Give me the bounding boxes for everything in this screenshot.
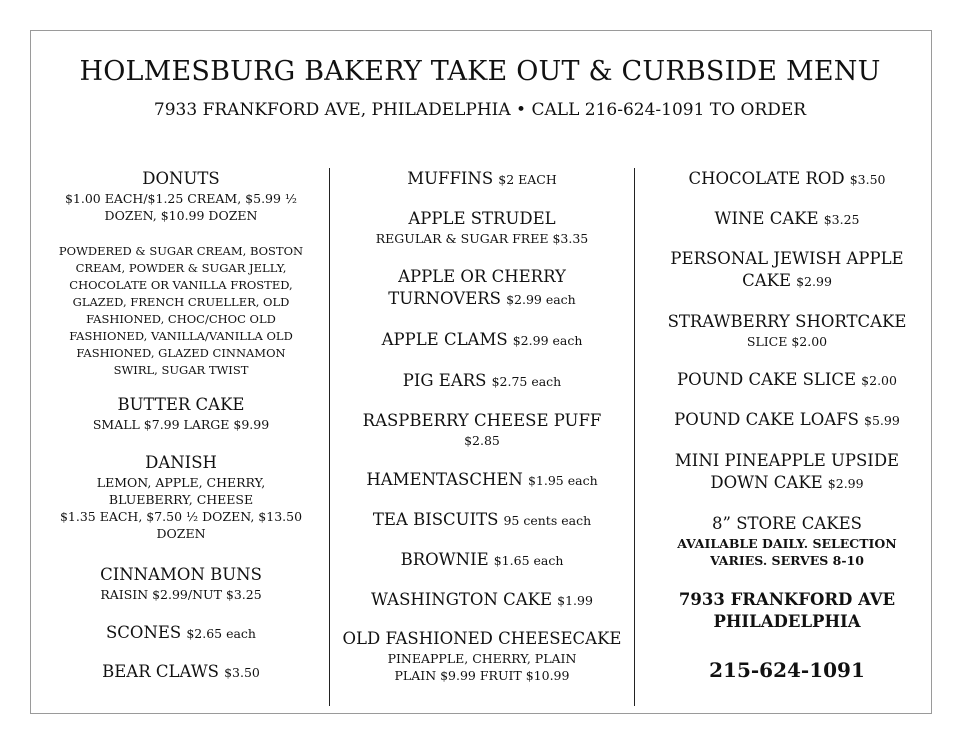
item-name: TURNOVERS: [388, 289, 501, 308]
column-divider-right: [634, 168, 635, 706]
item-price: PLAIN $9.99 FRUIT $10.99: [394, 668, 570, 683]
item-name: HAMENTASCHEN: [366, 470, 523, 489]
item-name: MINI PINEAPPLE UPSIDE: [674, 451, 900, 470]
item-price: $3.25: [823, 212, 860, 227]
menu-column-3: [642, 0, 932, 742]
item-name: CAKE: [742, 271, 792, 290]
item-name: PIG EARS: [402, 371, 487, 390]
item-name: DOWN CAKE: [710, 473, 823, 492]
item-price: $2.85: [464, 433, 500, 448]
item-name: BUTTER CAKE: [117, 395, 245, 414]
item-name: APPLE OR CHERRY: [398, 267, 566, 286]
donut-varieties: [40, 243, 322, 379]
item-price: $2.99: [796, 274, 832, 289]
item-cinnamon-buns: [40, 564, 322, 603]
menu-column-1: [40, 0, 322, 742]
item-price: SMALL $7.99 LARGE $9.99: [92, 417, 270, 432]
item-price: DOZEN, $10.99 DOZEN: [104, 208, 258, 223]
item-price: $2.99 each: [512, 333, 583, 348]
item-price: DOZEN: [156, 526, 206, 541]
item-jewish-apple-cake: [642, 248, 932, 292]
item-name: APPLE CLAMS: [381, 330, 508, 349]
item-cheesecake: [337, 628, 627, 684]
item-flavors: LEMON, APPLE, CHERRY,: [96, 475, 266, 490]
item-pineapple-upside-down-cake: [642, 450, 932, 494]
item-name: WINE CAKE: [714, 209, 819, 228]
item-name: DANISH: [145, 453, 217, 472]
item-price: 95 cents each: [503, 513, 592, 528]
variety-line: SWIRL, SUGAR TWIST: [113, 363, 249, 377]
item-price: $2.65 each: [186, 626, 256, 641]
item-note: AVAILABLE DAILY. SELECTION: [677, 536, 897, 551]
item-name: MUFFINS: [407, 169, 494, 188]
footer-street: 7933 FRANKFORD AVE: [678, 590, 896, 609]
variety-line: CREAM, POWDER & SUGAR JELLY,: [75, 261, 287, 275]
item-name: DONUTS: [142, 169, 220, 188]
item-name: POUND CAKE SLICE: [677, 370, 857, 389]
item-price: RAISIN $2.99/NUT $3.25: [100, 587, 262, 602]
column-divider-left: [329, 168, 330, 706]
footer-phone: 215-624-1091: [709, 658, 865, 682]
item-price: $3.50: [849, 172, 886, 187]
variety-line: FASHIONED, GLAZED CINNAMON: [76, 346, 286, 360]
item-name: PERSONAL JEWISH APPLE: [670, 249, 904, 268]
item-name: CINNAMON BUNS: [100, 565, 262, 584]
item-name: OLD FASHIONED CHEESECAKE: [342, 629, 622, 648]
footer-phone-block: [642, 657, 932, 683]
item-pound-cake-loafs: [642, 409, 932, 431]
item-name: WASHINGTON CAKE: [371, 590, 553, 609]
item-price: $2.99 each: [506, 292, 576, 307]
menu-title: HOLMESBURG BAKERY TAKE OUT & CURBSIDE MENU: [79, 56, 881, 87]
item-name: APPLE STRUDEL: [408, 209, 556, 228]
variety-line: GLAZED, FRENCH CRUELLER, OLD: [72, 295, 290, 309]
item-price: $1.65 each: [493, 553, 564, 568]
menu-column-2: [337, 0, 627, 742]
item-price: REGULAR & SUGAR FREE $3.35: [375, 231, 589, 246]
item-name: RASPBERRY CHEESE PUFF: [362, 411, 602, 430]
item-name: POUND CAKE LOAFS: [674, 410, 859, 429]
item-washington-cake: [337, 589, 627, 611]
item-name: BROWNIE: [400, 550, 489, 569]
item-name: TEA BISCUITS: [372, 510, 499, 529]
item-apple-clams: [337, 329, 627, 351]
item-name: SCONES: [105, 623, 182, 642]
item-pound-cake-slice: [642, 369, 932, 391]
item-butter-cake: [40, 394, 322, 433]
item-price: $2.99: [827, 476, 864, 491]
footer-address: [642, 589, 932, 633]
footer-city: PHILADELPHIA: [713, 612, 861, 631]
item-price: $2.75 each: [491, 374, 562, 389]
item-price: $1.95 each: [527, 473, 598, 488]
item-donuts: [40, 168, 322, 224]
address-line: 7933 FRANKFORD AVE, PHILADELPHIA • CALL 216-624-1091 TO ORDER: [153, 100, 807, 120]
item-chocolate-rod: [642, 168, 932, 190]
item-raspberry-cheese-puff: [337, 410, 627, 449]
item-hamentaschen: [337, 469, 627, 491]
item-flavors: PINEAPPLE, CHERRY, PLAIN: [387, 651, 577, 666]
item-bear-claws: [40, 661, 322, 683]
item-tea-biscuits: [337, 509, 627, 531]
item-price: $1.35 EACH, $7.50 ½ DOZEN, $13.50: [59, 509, 303, 524]
item-price: $3.50: [224, 665, 260, 680]
item-wine-cake: [642, 208, 932, 230]
item-muffins: [337, 168, 627, 190]
item-turnovers: [337, 266, 627, 310]
item-price: $2 EACH: [498, 172, 557, 187]
item-name: 8” STORE CAKES: [712, 514, 862, 533]
variety-line: FASHIONED, CHOC/CHOC OLD: [86, 312, 276, 326]
variety-line: FASHIONED, VANILLA/VANILLA OLD: [69, 329, 293, 343]
item-apple-strudel: [337, 208, 627, 247]
item-name: CHOCOLATE ROD: [688, 169, 845, 188]
item-price: SLICE $2.00: [746, 334, 828, 349]
item-name: BEAR CLAWS: [102, 662, 219, 681]
item-brownie: [337, 549, 627, 571]
item-danish: [40, 452, 322, 542]
item-price: $5.99: [864, 413, 900, 428]
item-pig-ears: [337, 370, 627, 392]
item-store-cakes: [642, 513, 932, 569]
item-strawberry-shortcake: [642, 311, 932, 350]
item-price: $1.00 EACH/$1.25 CREAM, $5.99 ½: [64, 191, 298, 206]
item-name: STRAWBERRY SHORTCAKE: [667, 312, 907, 331]
item-note: VARIES. SERVES 8-10: [710, 553, 864, 568]
item-flavors: BLUEBERRY, CHEESE: [108, 492, 254, 507]
item-scones: [40, 622, 322, 644]
item-price: $1.99: [557, 593, 593, 608]
variety-line: CHOCOLATE OR VANILLA FROSTED,: [69, 278, 293, 292]
variety-line: POWDERED & SUGAR CREAM, BOSTON: [58, 244, 304, 258]
item-price: $2.00: [861, 373, 897, 388]
